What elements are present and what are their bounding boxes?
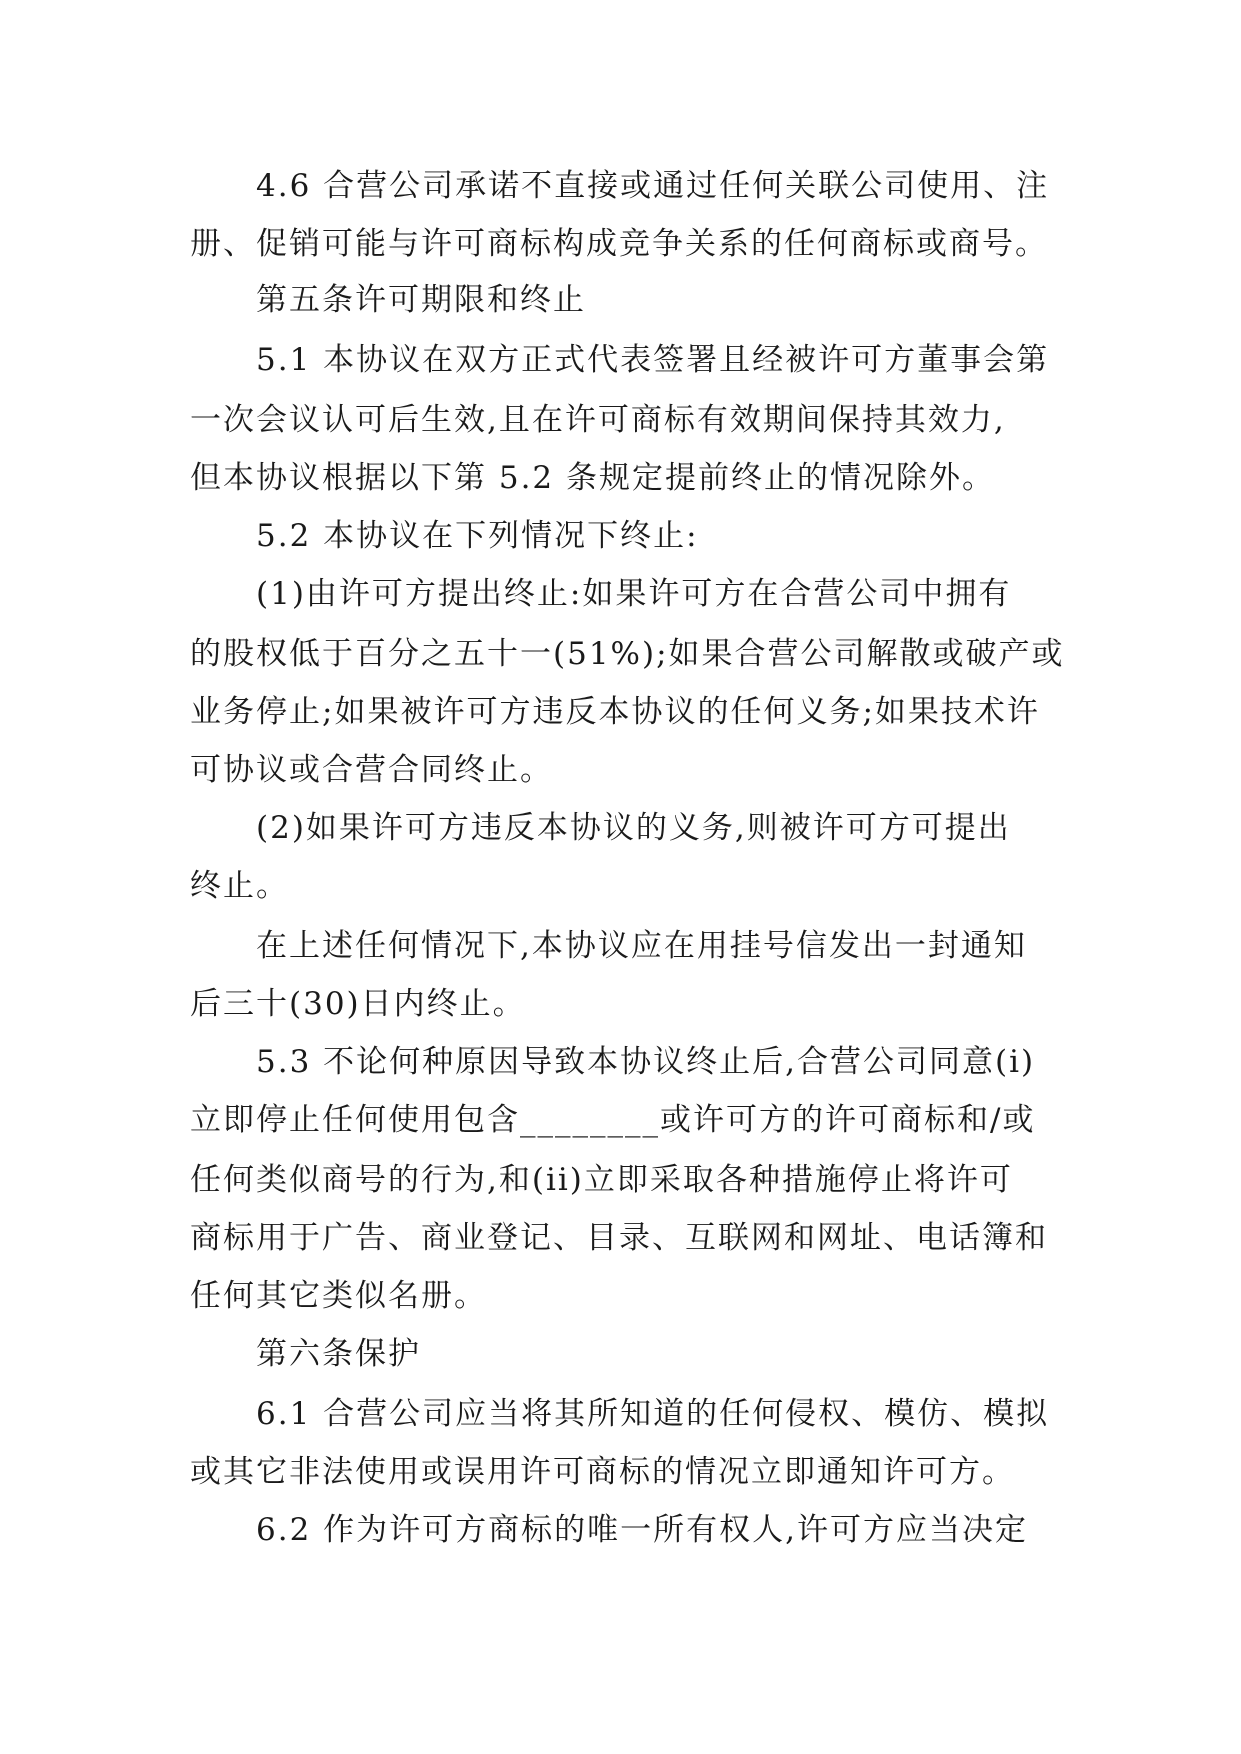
paragraph-5-3-line-5: 任何其它类似名册。 (190, 1278, 487, 1314)
paragraph-4-6-line-2: 册、促销可能与许可商标构成竞争关系的任何商标或商号。 (190, 226, 1048, 262)
paragraph-5-3-line-3: 任何类似商号的行为,和(ii)立即采取各种措施停止将许可 (190, 1162, 1013, 1198)
notice-line-1: 在上述任何情况下,本协议应在用挂号信发出一封通知 (256, 928, 1027, 964)
paragraph-5-2: 5.2 本协议在下列情况下终止: (256, 518, 699, 554)
paragraph-6-1-line-1: 6.1 合营公司应当将其所知道的任何侵权、模仿、模拟 (256, 1396, 1050, 1432)
paragraph-4-6-line-1: 4.6 合营公司承诺不直接或通过任何关联公司使用、注 (256, 168, 1050, 204)
paragraph-6-2-line-1: 6.2 作为许可方商标的唯一所有权人,许可方应当决定 (256, 1512, 1029, 1548)
notice-line-2: 后三十(30)日内终止。 (190, 986, 526, 1022)
paragraph-5-1-line-3: 但本协议根据以下第 5.2 条规定提前终止的情况除外。 (190, 460, 996, 496)
item-2-line-1: (2)如果许可方违反本协议的义务,则被许可方可提出 (256, 810, 1011, 846)
article-5-heading: 第五条许可期限和终止 (256, 282, 586, 318)
item-1-line-2: 的股权低于百分之五十一(51%);如果合营公司解散或破产或 (190, 636, 1065, 672)
paragraph-5-1-line-2: 一次会议认可后生效,且在许可商标有效期间保持其效力, (190, 402, 1006, 438)
item-1-line-1: (1)由许可方提出终止:如果许可方在合营公司中拥有 (256, 576, 1012, 612)
item-1-line-3: 业务停止;如果被许可方违反本协议的任何义务;如果技术许 (190, 694, 1040, 730)
paragraph-5-3-line-1: 5.3 不论何种原因导致本协议终止后,合营公司同意(i) (256, 1044, 1036, 1080)
article-6-heading: 第六条保护 (256, 1336, 421, 1372)
item-2-line-2: 终止。 (190, 868, 289, 904)
item-1-line-4: 可协议或合营合同终止。 (190, 752, 553, 788)
paragraph-5-3-line-4: 商标用于广告、商业登记、目录、互联网和网址、电话簿和 (190, 1220, 1048, 1256)
paragraph-5-1-line-1: 5.1 本协议在双方正式代表签署且经被许可方董事会第 (256, 342, 1050, 378)
paragraph-6-1-line-2: 或其它非法使用或误用许可商标的情况立即通知许可方。 (190, 1454, 1015, 1490)
paragraph-5-3-line-2: 立即停止任何使用包含________或许可方的许可商标和/或 (190, 1102, 1036, 1138)
